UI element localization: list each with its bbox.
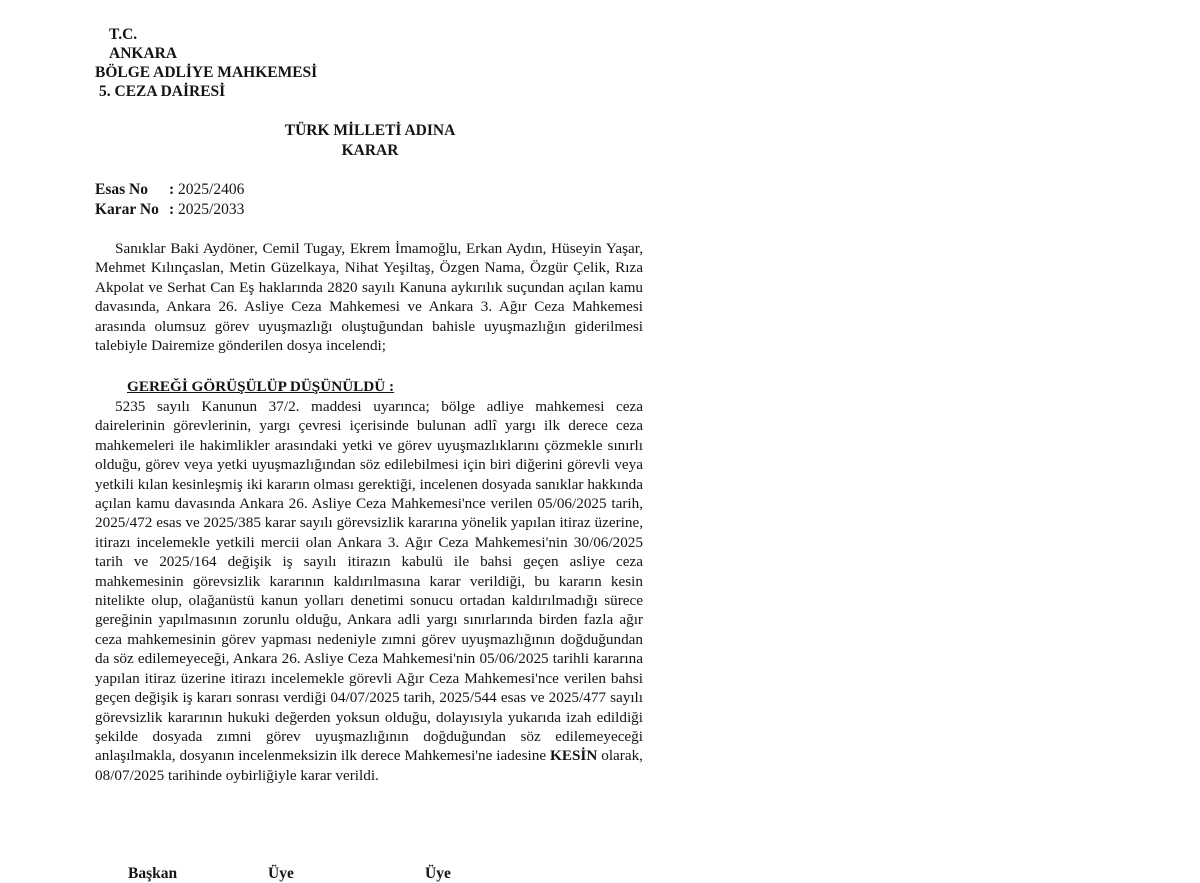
header-ankara: ANKARA [109, 45, 178, 62]
signature-member-1: Üye [268, 865, 294, 882]
decision-kesin: KESİN [550, 747, 598, 765]
intro-block [95, 239, 643, 355]
header-chamber: 5. CEZA DAİRESİ [99, 83, 226, 100]
karar-value: 2025/2033 [178, 201, 245, 218]
title-karar: KARAR [341, 142, 399, 159]
decision-main-text: 5235 sayılı Kanunun 37/2. maddesi uyarınca; bölge adliye mahkemesi ceza dairelerinin görevlerinin, yargı çevresi içerisinde bulunan adlî yargı ilk derece ceza mahkemeleri ile hakimlikler arasındaki yetki ve görev uyuşmazlıklarını çözmekle sınırlı olduğu, görev veya yetki uyuşmazlığından söz edilebilmesi için biri diğerini görevli veya yetkili kılan kesinleşmiş iki kararın olması gerektiği, incelenen dosyada sanıklar hakkında açılan kamu davasında Ankara 26. Asliye Ceza Mahkemesi'nce verilen 05/06/2025 tarih, 2025/472 esas ve 2025/385 karar sayılı görevsizlik kararına yönelik yapılan itiraz üzerine, itirazı incelemekle yetkili mercii olan Ankara 3. Ağır Ceza Mahkemesi'nin 30/06/2025 tarih ve 2025/164 değişik iş sayılı itirazın kabulü ile bahsi geçen asliye ceza mahkemesinin görevsizlik kararının kaldırılmasına karar verildiği, bu kararın kesin nitelikte olup, olağanüstü kanun yolları denetimi sonucu ortadan kaldırılmadığı sürece gereğinin yapılmasının zorunlu olduğu, Ankara adli yargı sınırlarında birden fazla ağır ceza mahkemesinin görev yapması nedeniyle zımni görev uyuşmazlığının doğduğundan da söz edilemeyeceği, Ankara 26. Asliye Ceza Mahkemesi'nin 05/06/2025 tarihli kararına yapılan itiraz üzerine itirazı incelemekle görevli Ağır Ceza Mahkemesi'nce verilen bahsi geçen değişik iş kararı sonrası verdiği 04/07/2025 tarih, 2025/544 esas ve 2025/477 sayılı görevsizlik kararının hukuki değerden yoksun olduğu, dolayısıyla yukarıda izah edildiği şekilde dosyada zımni görev uyuşmazlığının doğduğundan söz edilemeyeceği anlaşılmakla, dosyanın incelenmeksizin ilk derece Mahkemesi'ne iadesine [95, 398, 643, 765]
section-heading [127, 377, 394, 396]
section-heading-text: GEREĞİ GÖRÜŞÜLÜP DÜŞÜNÜLDÜ [127, 378, 386, 395]
case-karar-row: Karar No : 2025/2033 [95, 201, 245, 218]
karar-label: Karar No [95, 201, 159, 218]
signature-president: Başkan [128, 865, 178, 882]
decision-paragraph [95, 397, 643, 785]
section-heading-suffix: : [385, 378, 395, 395]
title-nation: TÜRK MİLLETİ ADINA [284, 122, 456, 139]
decision-end-text: olarak, 08/07/2025 tarihinde oybirliğiyle karar verildi. [95, 747, 643, 784]
decision-block [95, 397, 643, 785]
case-esas-row: Esas No : 2025/2406 [95, 181, 245, 198]
intro-paragraph: Sanıklar Baki Aydöner, Cemil Tugay, Ekrem İmamoğlu, Erkan Aydın, Hüseyin Yaşar, Mehmet Kılınçaslan, Metin Güzelkaya, Nihat Yeşiltaş, Özgen Nama, Özgür Çelik, Rıza Akpolat ve Serhat Can Eş haklarında 2820 sayılı Kanuna aykırılık suçundan açılan kamu davasında, Ankara 26. Asliye Ceza Mahkemesi ve Ankara 3. Ağır Ceza Mahkemesi arasında olumsuz görev uyuşmazlığı oluştuğundan bahisle uyuşmazlığın giderilmesi talebiyle Dairemize gönderilen dosya incelendi; [95, 240, 643, 355]
signature-member-2: Üye [425, 865, 451, 882]
esas-value: 2025/2406 [178, 181, 245, 198]
header-tc: T.C. [109, 26, 138, 43]
esas-label: Esas No [95, 181, 148, 198]
header-court-name: BÖLGE ADLİYE MAHKEMESİ [95, 64, 318, 81]
